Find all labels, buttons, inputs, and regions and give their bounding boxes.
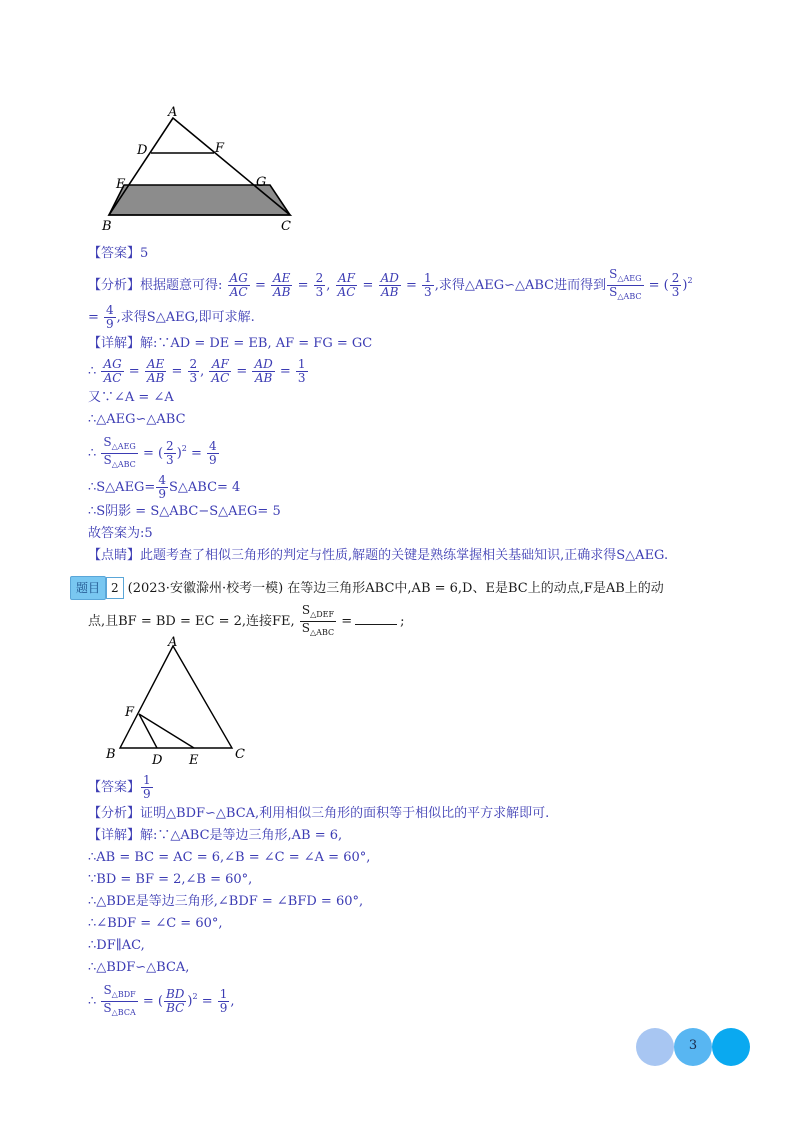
q1-detail-8: 故答案为:5 (88, 526, 153, 541)
q2-answer: 【答案】 $\frac{1}{9}$ (88, 773, 151, 801)
q2-detail-5: ∴∠BDF = ∠C = 60°, (88, 916, 223, 931)
label-f2: F (125, 705, 135, 720)
q2-detail-7: ∴△BDF∽△BCA, (88, 960, 190, 975)
q2-detail-2: ∴AB = BC = AC = 6,∠B = ∠C = ∠A = 60°, (88, 850, 371, 865)
q1-detail-7: ∴S阴影 = S△ABC−S△AEG= 5 (88, 504, 281, 519)
label-e2: E (189, 753, 199, 768)
label-e: E (116, 177, 126, 192)
label-g: G (256, 175, 267, 190)
label-a: A (168, 105, 178, 120)
figure-triangle-2 (100, 636, 260, 771)
equilateral-triangle (120, 646, 232, 748)
q1-detail-4: ∴△AEG∽△ABC (88, 412, 186, 427)
q2-stem-1: 题目 2 (2023·安徽滁州·校考一模) 在等边三角形ABC中,AB = 6,D、E是BC上的动点,F是AB上的动 (70, 576, 664, 600)
page-number-decoration (636, 1028, 752, 1066)
q2-detail-4: ∴△BDE是等边三角形,∠BDF = ∠BFD = 60°, (88, 894, 364, 909)
label-c2: C (235, 747, 245, 762)
figure-triangle-1 (100, 100, 300, 235)
q2-detail-1: 【详解】解:∵△ABC是等边三角形,AB = 6, (88, 828, 343, 843)
q2-analysis: 【分析】证明△BDF∽△BCA,利用相似三角形的面积等于相似比的平方求解即可. (88, 806, 550, 821)
q1-detail-1: 【详解】解:∵AD = DE = EB, AF = FG = GC (88, 336, 373, 351)
label-f: F (215, 141, 225, 156)
q1-detail-5: ∴ $\frac{S_{\triangle AEG}}{S_{\triangle ABC}}$ = ( $\frac{2}{3}$ )$^2$ = $\frac{4}{9}$ (88, 435, 217, 469)
q1-comment: 【点睛】此题考查了相似三角形的判定与性质,解题的关键是熟练掌握相关基础知识,正确求得S△AEG. (88, 548, 669, 563)
q1-detail-2: ∴ $\frac{AG}{AC}$ = $\frac{AE}{AB}$ = $\frac{2}{3}$ , $\frac{AF}{AC}$ = $\frac{AD}{AB}$ = $\frac{1}{3}$ (88, 357, 306, 385)
q2-detail-8: ∴ $\frac{S_{\triangle BDF}}{S_{\triangle BCA}}$ = ( $\frac{BD}{BC}$ )$^2$ = $\frac{1}{9}$ , (88, 983, 235, 1017)
label-b: B (102, 219, 112, 234)
circle-light (636, 1028, 674, 1066)
q2-stem-2: 点,且BF = BD = EC = 2,连接FE, $\frac{S_{\triangle DEF}}{S_{\triangle ABC}}$ = ; (88, 603, 405, 637)
q1-answer: 【答案】5 (88, 246, 149, 261)
q1-analysis-l2: = $\frac{4}{9}$ ,求得S△AEG,即可求解. (88, 303, 255, 331)
q1-analysis: 【分析】根据题意可得: $\frac{AG}{AC}$ = $\frac{AE}{AB}$ = $\frac{2}{3}$ , $\frac{AF}{AC}$ = $\frac{AD}{AB}$ = $\frac{1}{3}$ ,求得△AEG∽△ABC进而得到 $\frac{S_{\triangle AEG}}{S_{\triangle ABC}}$ = ( $\frac{2}{3}$ )$^2$ (88, 267, 693, 301)
q1-detail-6: ∴S△AEG= $\frac{4}{9}$ S△ABC= 4 (88, 473, 241, 501)
q2-number: 2 (106, 577, 124, 599)
q2-detail-3: ∵BD = BF = 2,∠B = 60°, (88, 872, 253, 887)
page-number: 3 (688, 1038, 698, 1053)
q1-detail-3: 又∵∠A = ∠A (88, 390, 174, 405)
q2-badge: 题目 (70, 576, 106, 600)
label-d2: D (152, 753, 163, 768)
label-b2: B (106, 747, 116, 762)
label-a2: A (168, 636, 178, 650)
q2-detail-6: ∴DF∥AC, (88, 938, 145, 953)
label-c: C (281, 219, 291, 234)
label-d: D (137, 143, 148, 158)
answer-blank[interactable] (355, 624, 397, 625)
circle-dark (712, 1028, 750, 1066)
